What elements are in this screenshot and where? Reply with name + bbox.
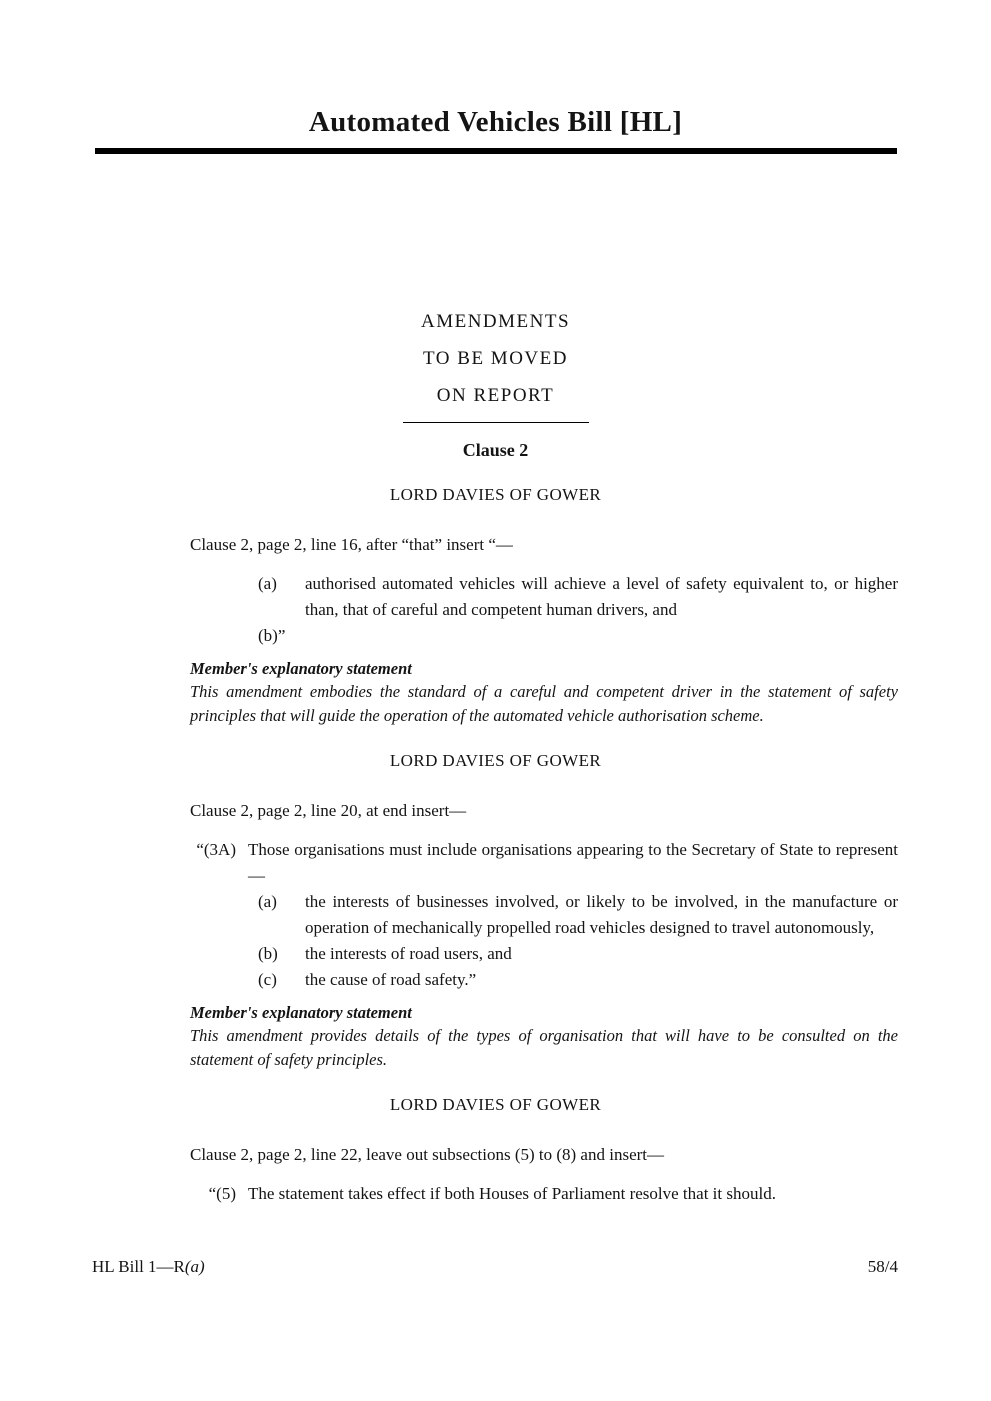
item-text: Those organisations must include organisations appearing to the Secretary of State to represent— — [248, 840, 898, 885]
bill-reference-text: HL Bill 1—R — [92, 1257, 185, 1276]
front-matter — [0, 311, 991, 462]
amendment-instruction: Clause 2, page 2, line 20, at end insert— — [190, 801, 467, 820]
front-line-on-report: ON REPORT — [436, 385, 555, 406]
item-label: “(5) — [208, 1184, 236, 1203]
member-name: LORD DAVIES OF GOWER — [389, 485, 602, 504]
amendment-instruction: Clause 2, page 2, line 22, leave out subsections (5) to (8) and insert— — [190, 1145, 664, 1164]
member-name: LORD DAVIES OF GOWER — [389, 751, 602, 770]
amendment-items — [190, 837, 898, 993]
item-label: (c) — [258, 970, 277, 989]
title-divider — [95, 148, 897, 154]
item-text: authorised automated vehicles will achieve a level of safety equivalent to, or higher than, that of careful and competent human drivers, and — [305, 574, 898, 619]
item-label: (b)” — [258, 626, 286, 645]
item-text: the interests of road users, and — [305, 944, 512, 963]
item-text — [305, 623, 898, 649]
amendment-items — [190, 1181, 898, 1207]
amendment-item — [258, 571, 898, 623]
item-label: (a) — [258, 892, 277, 911]
amendment-item — [190, 837, 898, 889]
explanatory-title: Member's explanatory statement — [190, 1003, 412, 1022]
page-title: Automated Vehicles Bill [HL] — [308, 106, 683, 138]
item-label: (a) — [258, 574, 277, 593]
front-line-amendments: AMENDMENTS — [420, 311, 571, 332]
member-name: LORD DAVIES OF GOWER — [389, 1095, 602, 1114]
page-footer — [92, 1256, 898, 1278]
item-label: “(3A) — [196, 840, 236, 859]
page-reference: 58/4 — [867, 1257, 898, 1276]
explanatory-statement — [190, 1002, 898, 1072]
explanatory-text: This amendment provides details of the types of organisation that will have to be consulted on the statement of safety principles. — [190, 1026, 898, 1069]
amendment-items — [190, 571, 898, 649]
amendment-item — [258, 941, 898, 967]
front-divider — [403, 422, 589, 423]
bill-reference — [92, 1256, 205, 1278]
item-text: The statement takes effect if both Houses of Parliament resolve that it should. — [248, 1184, 776, 1203]
explanatory-text: This amendment embodies the standard of a careful and competent driver in the statement of safety principles that will guide the operation of the automated vehicle authorisation scheme. — [190, 682, 898, 725]
item-text: the interests of businesses involved, or likely to be involved, in the manufacture or operation of mechanically propelled road vehicles designed to travel autonomously, — [305, 892, 898, 937]
amendment-item — [190, 1181, 898, 1207]
item-label: (b) — [258, 944, 278, 963]
amendment-item — [258, 967, 898, 993]
item-text: the cause of road safety.” — [305, 970, 477, 989]
amendment-2 — [0, 750, 991, 1072]
clause-heading: Clause 2 — [462, 440, 529, 460]
amendment-3 — [0, 1094, 991, 1207]
front-line-to-be-moved: TO BE MOVED — [423, 348, 568, 369]
amendment-item — [258, 623, 898, 649]
bill-reference-suffix: (a) — [184, 1257, 205, 1276]
amendment-instruction: Clause 2, page 2, line 16, after “that” insert “— — [190, 535, 513, 554]
explanatory-statement — [190, 658, 898, 728]
amendment-1 — [0, 484, 991, 728]
explanatory-title: Member's explanatory statement — [190, 659, 412, 678]
amendment-item — [258, 889, 898, 941]
